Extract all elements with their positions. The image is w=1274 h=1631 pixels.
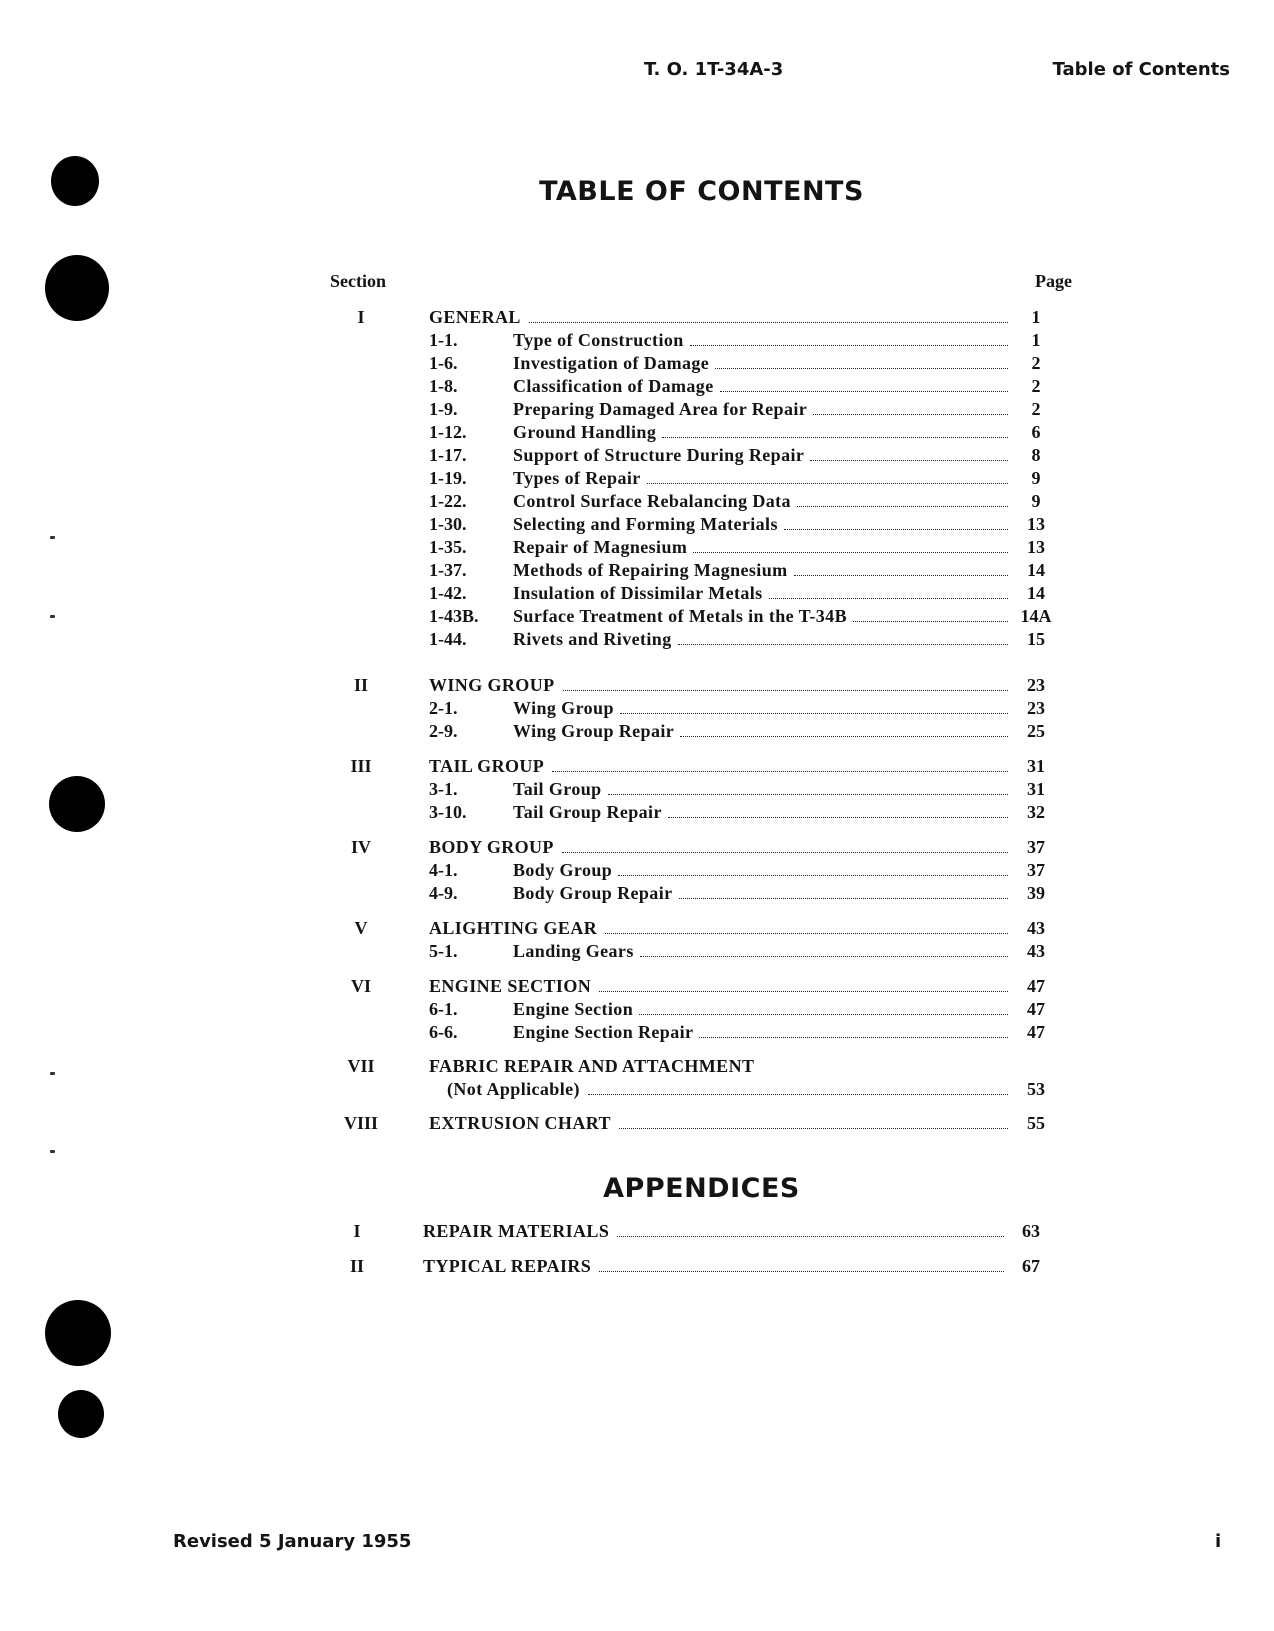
- page-ref: 63: [1022, 1221, 1040, 1241]
- section-number: II: [353, 675, 368, 695]
- appendices-title: APPENDICES: [603, 1173, 800, 1204]
- toc-item-row[interactable]: [341, 801, 1061, 823]
- toc-item-row[interactable]: [341, 352, 1061, 374]
- binder-hole: [49, 776, 105, 832]
- page-ref: 47: [1027, 1022, 1045, 1042]
- section-title: TAIL GROUP: [429, 756, 545, 776]
- page-ref: 43: [1027, 941, 1045, 961]
- binder-hole: [45, 255, 109, 321]
- page-ref: 8: [1031, 445, 1041, 465]
- appendix-number: I: [353, 1221, 361, 1241]
- appendix-title: REPAIR MATERIALS: [423, 1221, 610, 1241]
- item-number: 5-1.: [429, 941, 458, 961]
- dot-leader: [562, 852, 1008, 853]
- dot-leader: [619, 1128, 1008, 1129]
- item-number: 1-42.: [429, 583, 467, 603]
- item-title: Engine Section Repair: [513, 1022, 694, 1042]
- toc-item-row[interactable]: [341, 467, 1061, 489]
- page-title: TABLE OF CONTENTS: [539, 176, 864, 207]
- item-number: 4-9.: [429, 883, 458, 903]
- item-number: 2-1.: [429, 698, 458, 718]
- item-title: Ground Handling: [513, 422, 657, 442]
- page-ref: 15: [1027, 629, 1045, 649]
- page-ref: 2: [1031, 353, 1041, 373]
- page-ref: 53: [1027, 1079, 1045, 1099]
- dot-leader: [608, 794, 1008, 795]
- toc-item-row[interactable]: [341, 490, 1061, 512]
- section-title: ALIGHTING GEAR: [429, 918, 598, 938]
- page-ref: 39: [1027, 883, 1045, 903]
- page-ref: 47: [1027, 976, 1045, 996]
- page-ref: 13: [1027, 537, 1045, 557]
- toc-section-row-continued[interactable]: [341, 1078, 1061, 1100]
- section-title: ENGINE SECTION: [429, 976, 592, 996]
- section-number: VIII: [343, 1113, 378, 1133]
- item-number: 1-37.: [429, 560, 467, 580]
- dot-leader: [810, 460, 1008, 461]
- item-number: 1-43B.: [429, 606, 479, 626]
- margin-speck: [50, 1150, 55, 1153]
- item-title: Selecting and Forming Materials: [513, 514, 778, 534]
- section-subtitle: (Not Applicable): [447, 1079, 580, 1099]
- toc-item-row[interactable]: [341, 582, 1061, 604]
- page-ref: 43: [1027, 918, 1045, 938]
- toc-item-row[interactable]: [341, 421, 1061, 443]
- dot-leader: [668, 817, 1008, 818]
- page-ref: 47: [1027, 999, 1045, 1019]
- dot-leader: [693, 552, 1008, 553]
- item-title: Control Surface Rebalancing Data: [513, 491, 791, 511]
- toc-section-row[interactable]: [341, 1112, 1061, 1134]
- dot-leader: [599, 1271, 1004, 1272]
- dot-leader: [715, 368, 1008, 369]
- item-title: Classification of Damage: [513, 376, 714, 396]
- page-ref: 55: [1027, 1113, 1045, 1133]
- margin-speck: [50, 1072, 55, 1075]
- item-number: 6-1.: [429, 999, 458, 1019]
- item-number: 1-8.: [429, 376, 458, 396]
- dot-leader: [618, 875, 1008, 876]
- page-ref: 2: [1031, 399, 1041, 419]
- toc-item-row[interactable]: [341, 940, 1061, 962]
- item-number: 1-17.: [429, 445, 467, 465]
- dot-leader: [563, 690, 1008, 691]
- dot-leader: [639, 1014, 1008, 1015]
- toc-item-row[interactable]: [341, 697, 1061, 719]
- dot-leader: [680, 736, 1008, 737]
- toc-section-row[interactable]: [341, 917, 1061, 939]
- dot-leader: [662, 437, 1008, 438]
- page-ref: 14A: [1020, 606, 1052, 626]
- dot-leader: [605, 933, 1008, 934]
- toc-section-row[interactable]: [341, 975, 1061, 997]
- section-number: V: [354, 918, 368, 938]
- item-title: Surface Treatment of Metals in the T-34B: [513, 606, 847, 626]
- toc-item-row[interactable]: [341, 859, 1061, 881]
- item-number: 1-19.: [429, 468, 467, 488]
- dot-leader: [552, 771, 1008, 772]
- section-number: IV: [350, 837, 371, 857]
- dot-leader: [640, 956, 1008, 957]
- page-ref: 1: [1031, 330, 1041, 350]
- appendix-row[interactable]: [337, 1220, 1057, 1242]
- toc-item-row[interactable]: [341, 536, 1061, 558]
- item-number: 1-35.: [429, 537, 467, 557]
- toc-item-row[interactable]: [341, 628, 1061, 650]
- dot-leader: [647, 483, 1008, 484]
- page-number: i: [1215, 1531, 1222, 1552]
- item-number: 1-6.: [429, 353, 458, 373]
- page-ref: 2: [1031, 376, 1041, 396]
- section-number: VII: [347, 1056, 375, 1076]
- section-title: BODY GROUP: [429, 837, 554, 857]
- dot-leader: [679, 898, 1008, 899]
- page-ref: 31: [1027, 779, 1045, 799]
- dot-leader: [678, 644, 1008, 645]
- toc-item-row[interactable]: [341, 559, 1061, 581]
- page-ref: 13: [1027, 514, 1045, 534]
- page-ref: 1: [1031, 307, 1041, 327]
- toc-section-row[interactable]: [341, 755, 1061, 777]
- section-number: I: [357, 307, 365, 327]
- page-ref: 14: [1027, 583, 1045, 603]
- item-number: 4-1.: [429, 860, 458, 880]
- item-title: Methods of Repairing Magnesium: [513, 560, 788, 580]
- item-title: Type of Construction: [513, 330, 684, 350]
- page-ref: 37: [1027, 860, 1045, 880]
- page-ref: 23: [1027, 698, 1045, 718]
- dot-leader: [720, 391, 1008, 392]
- item-title: Tail Group: [513, 779, 602, 799]
- dot-leader: [588, 1094, 1008, 1095]
- section-number: III: [350, 756, 372, 776]
- toc-item-row[interactable]: [341, 1021, 1061, 1043]
- dot-leader: [797, 506, 1008, 507]
- item-number: 3-1.: [429, 779, 458, 799]
- toc-item-row[interactable]: [341, 398, 1061, 420]
- margin-speck: [50, 536, 55, 539]
- toc-item-row[interactable]: [341, 375, 1061, 397]
- page-ref: 14: [1027, 560, 1045, 580]
- toc-section-row[interactable]: [341, 306, 1061, 328]
- binder-hole: [45, 1300, 111, 1366]
- dot-leader: [784, 529, 1008, 530]
- page-ref: 9: [1031, 491, 1041, 511]
- page-ref: 37: [1027, 837, 1045, 857]
- item-title: Tail Group Repair: [513, 802, 662, 822]
- running-header: Table of Contents: [1052, 59, 1230, 80]
- dot-leader: [813, 414, 1008, 415]
- margin-speck: [50, 615, 55, 618]
- dot-leader: [769, 598, 1008, 599]
- toc-item-row[interactable]: [341, 605, 1061, 627]
- item-number: 1-12.: [429, 422, 467, 442]
- appendix-title: TYPICAL REPAIRS: [423, 1256, 592, 1276]
- toc-item-row[interactable]: [341, 998, 1061, 1020]
- dot-leader: [699, 1037, 1008, 1038]
- item-title: Types of Repair: [513, 468, 641, 488]
- toc-item-row[interactable]: [341, 329, 1061, 351]
- page-ref: 67: [1022, 1256, 1040, 1276]
- section-title: FABRIC REPAIR AND ATTACHMENT: [429, 1056, 755, 1076]
- item-title: Preparing Damaged Area for Repair: [513, 399, 808, 419]
- item-number: 1-44.: [429, 629, 467, 649]
- page-ref: 32: [1027, 802, 1045, 822]
- item-number: 1-9.: [429, 399, 458, 419]
- section-number: VI: [350, 976, 371, 996]
- item-title: Repair of Magnesium: [513, 537, 688, 557]
- toc-item-row[interactable]: [341, 778, 1061, 800]
- page-ref: 23: [1027, 675, 1045, 695]
- section-title: EXTRUSION CHART: [429, 1113, 611, 1133]
- toc-item-row[interactable]: [341, 720, 1061, 742]
- page-ref: 25: [1027, 721, 1045, 741]
- item-number: 1-30.: [429, 514, 467, 534]
- toc-item-row[interactable]: [341, 513, 1061, 535]
- item-number: 2-9.: [429, 721, 458, 741]
- revision-date: Revised 5 January 1955: [173, 1531, 412, 1552]
- dot-leader: [690, 345, 1008, 346]
- toc-section-row[interactable]: [341, 1055, 1061, 1077]
- dot-leader: [620, 713, 1008, 714]
- item-title: Insulation of Dissimilar Metals: [513, 583, 763, 603]
- document-number: T. O. 1T-34A-3: [644, 59, 784, 80]
- dot-leader: [617, 1236, 1004, 1237]
- item-title: Rivets and Riveting: [513, 629, 672, 649]
- item-title: Wing Group: [513, 698, 614, 718]
- item-number: 1-22.: [429, 491, 467, 511]
- dot-leader: [853, 621, 1008, 622]
- item-title: Investigation of Damage: [513, 353, 710, 373]
- toc-section-row[interactable]: [341, 674, 1061, 696]
- item-title: Body Group Repair: [513, 883, 673, 903]
- item-number: 3-10.: [429, 802, 467, 822]
- page-ref: 9: [1031, 468, 1041, 488]
- dot-leader: [794, 575, 1008, 576]
- item-number: 6-6.: [429, 1022, 458, 1042]
- item-number: 1-1.: [429, 330, 458, 350]
- item-title: Body Group: [513, 860, 613, 880]
- item-title: Landing Gears: [513, 941, 634, 961]
- appendix-number: II: [349, 1256, 364, 1276]
- item-title: Engine Section: [513, 999, 634, 1019]
- section-title: WING GROUP: [429, 675, 555, 695]
- page-ref: 31: [1027, 756, 1045, 776]
- binder-hole: [58, 1390, 104, 1438]
- toc-item-row[interactable]: [341, 444, 1061, 466]
- toc-item-row[interactable]: [341, 882, 1061, 904]
- dot-leader: [529, 322, 1008, 323]
- section-column-header: Section: [330, 271, 386, 291]
- appendix-row[interactable]: [337, 1255, 1057, 1277]
- item-title: Wing Group Repair: [513, 721, 675, 741]
- item-title: Support of Structure During Repair: [513, 445, 805, 465]
- section-title: GENERAL: [429, 307, 521, 327]
- page-column-header: Page: [1035, 271, 1072, 291]
- dot-leader: [599, 991, 1008, 992]
- page-ref: 6: [1031, 422, 1041, 442]
- toc-section-row[interactable]: [341, 836, 1061, 858]
